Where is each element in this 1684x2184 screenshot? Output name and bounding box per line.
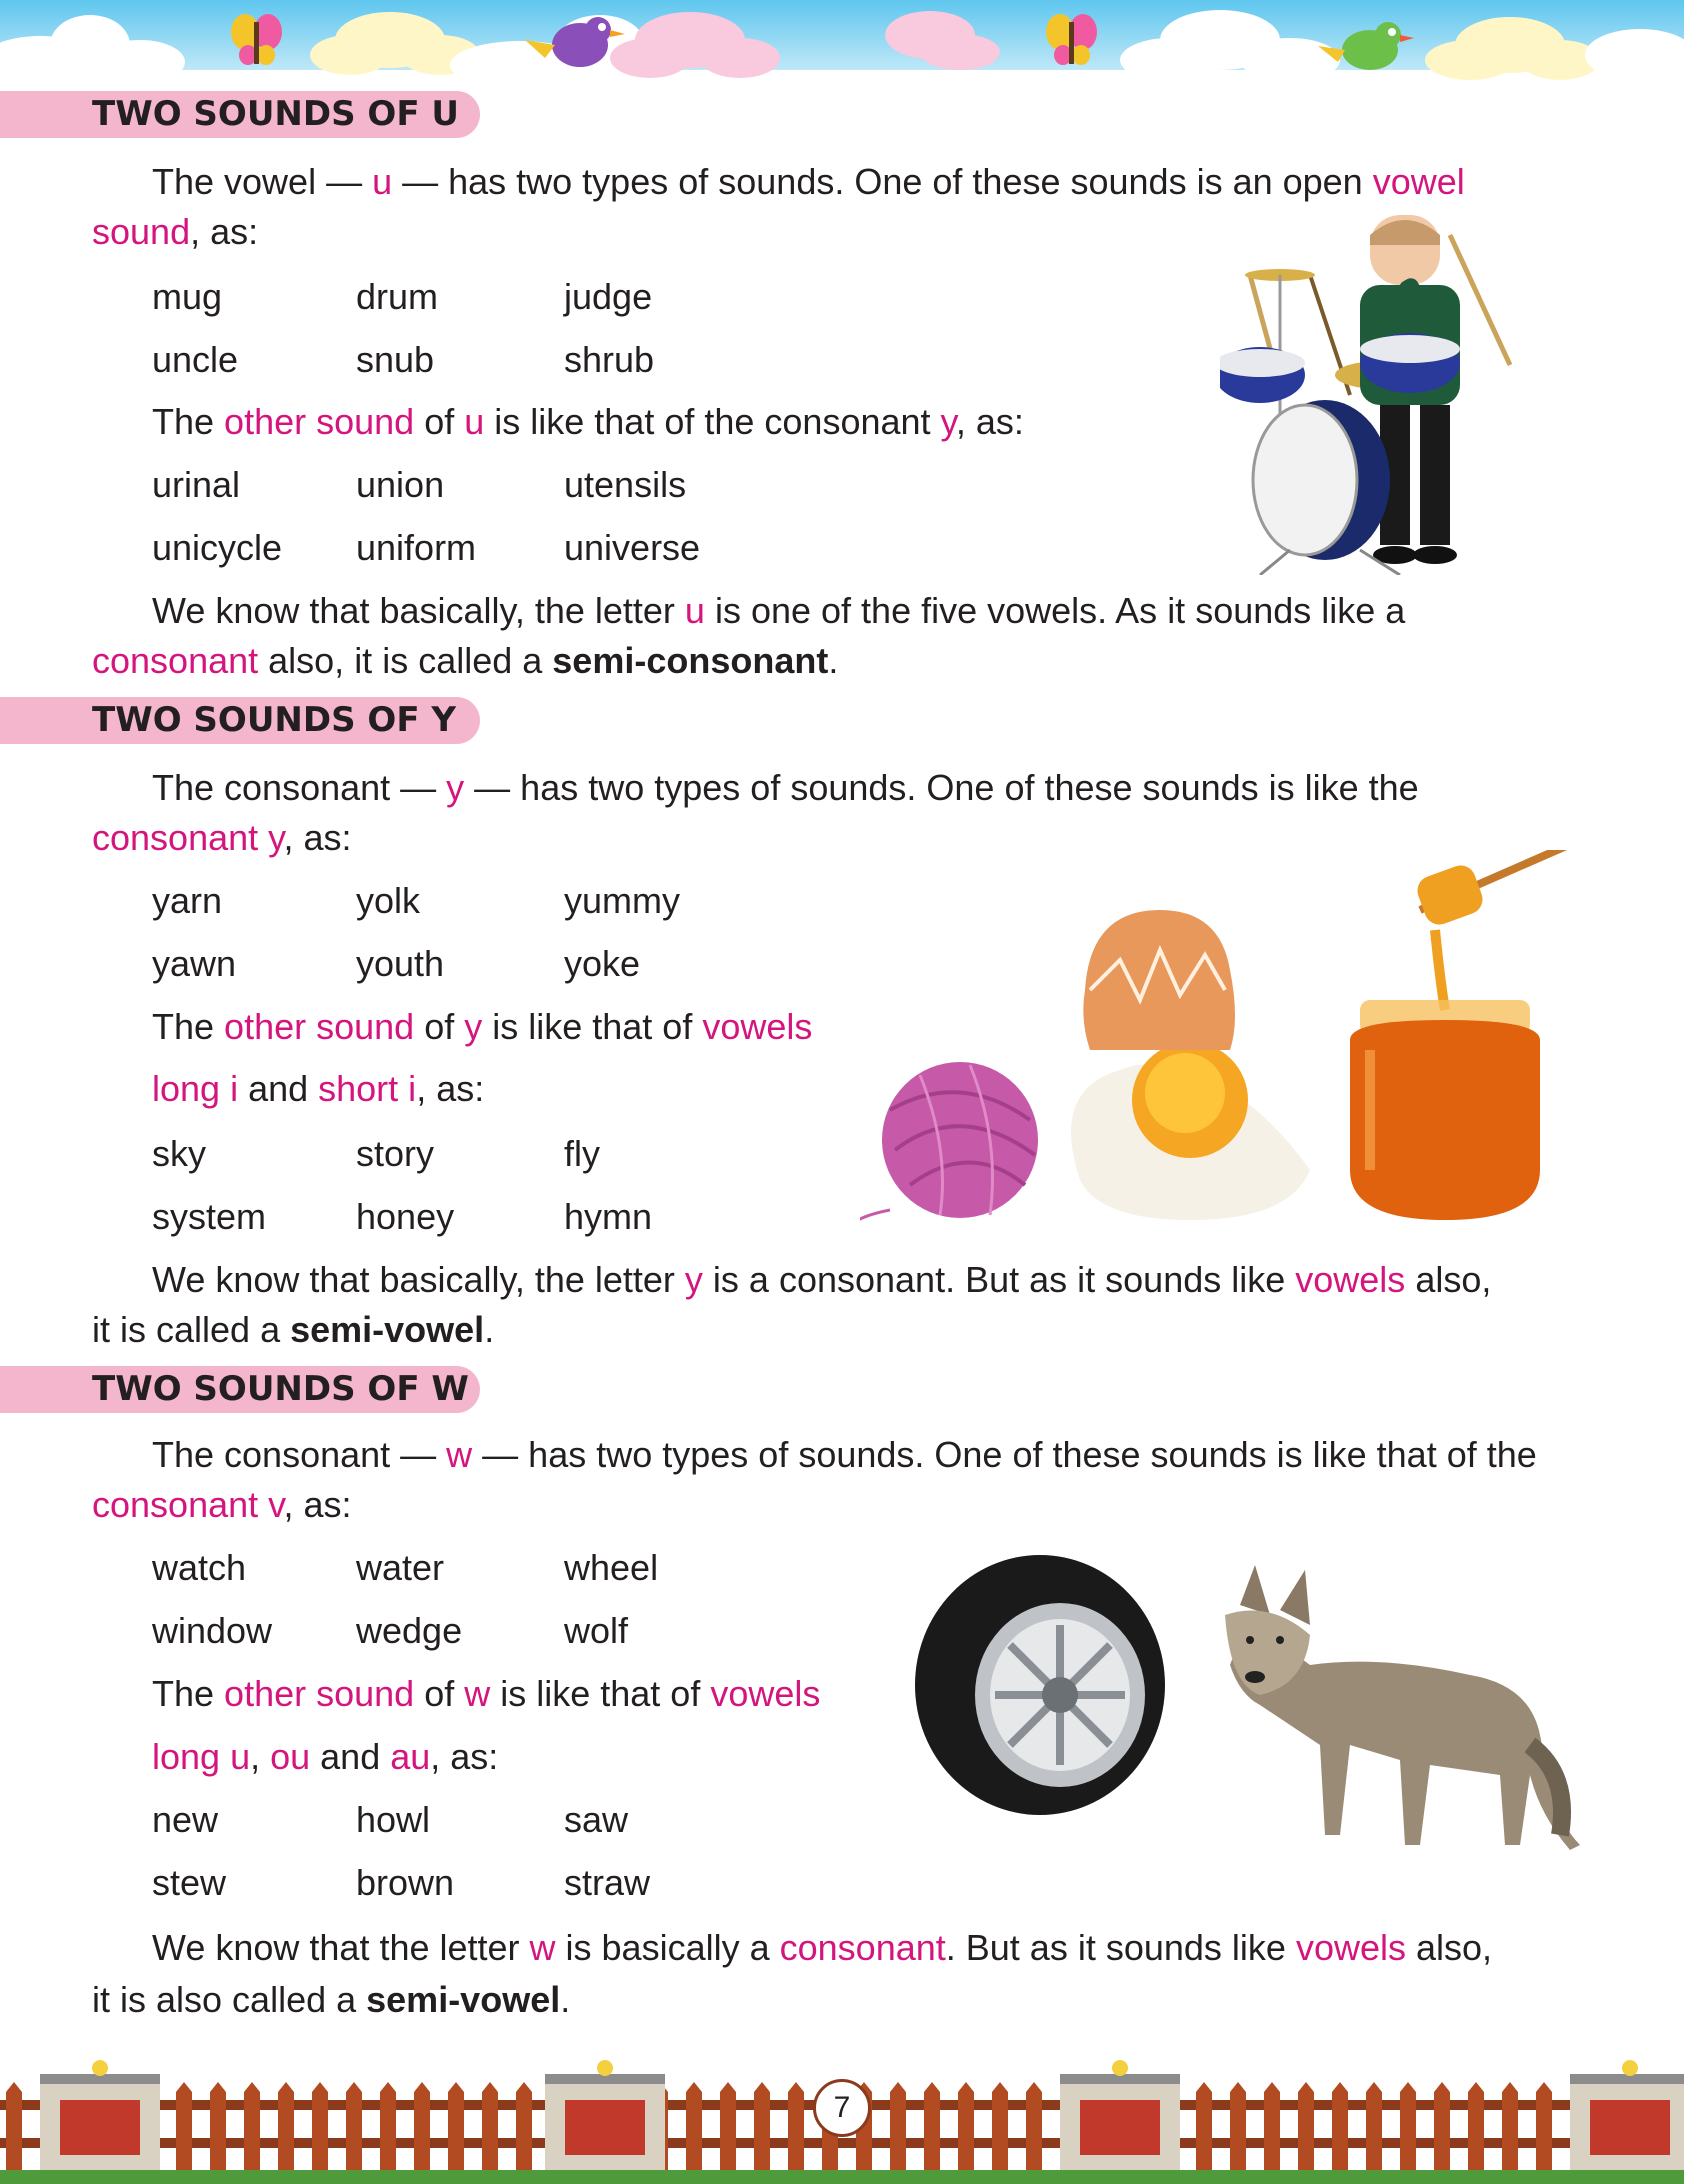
fence-picket	[244, 2082, 260, 2170]
fence-picket	[346, 2082, 362, 2170]
fence-picket	[1502, 2082, 1518, 2170]
word: uncle	[152, 339, 239, 380]
word: unicycle	[152, 527, 283, 568]
word: story	[356, 1133, 435, 1174]
fence-picket	[176, 2082, 192, 2170]
word: straw	[564, 1862, 651, 1903]
intro-paragraph-w-line2: consonant v, as:	[92, 1484, 352, 1525]
fence-picket	[1298, 2082, 1314, 2170]
other-sound-w: The other sound of w is like that of vowels	[152, 1673, 821, 1714]
word: brown	[356, 1862, 455, 1903]
word: fly	[564, 1133, 600, 1174]
lamp-post-icon	[1570, 2060, 1684, 2170]
fence-picket	[1400, 2082, 1416, 2170]
yarn-ball-icon	[860, 1062, 1038, 1222]
word: yoke	[564, 943, 641, 984]
intro-paragraph-y-line2: consonant y, as:	[92, 817, 352, 858]
word: youth	[356, 943, 445, 984]
lamp-post-icon	[40, 2060, 160, 2170]
intro-paragraph-y: The consonant — y — has two types of sounds. One of these sounds is like the	[152, 767, 1419, 808]
word: snub	[356, 339, 435, 380]
fence-picket	[958, 2082, 974, 2170]
fence-picket	[210, 2082, 226, 2170]
fence-picket	[312, 2082, 328, 2170]
fence-picket	[1434, 2082, 1450, 2170]
fence-picket	[1196, 2082, 1212, 2170]
fence-picket	[686, 2082, 702, 2170]
other-sound-w-line2: long u, ou and au, as:	[152, 1736, 499, 1777]
conclusion-u: We know that basically, the letter u is one of the five vowels. As it sounds like a	[152, 590, 1406, 631]
fence-picket	[380, 2082, 396, 2170]
word: wedge	[356, 1610, 463, 1651]
fence-picket	[890, 2082, 906, 2170]
fence-picket	[448, 2082, 464, 2170]
word: water	[356, 1547, 445, 1588]
word: yummy	[564, 880, 680, 921]
section-heading-w: TWO SOUNDS OF W	[0, 1366, 480, 1413]
word: sky	[152, 1133, 206, 1174]
wheel-icon	[915, 1555, 1165, 1815]
word: shrub	[564, 339, 655, 380]
fence-picket	[1264, 2082, 1280, 2170]
other-sound-y-line2: long i and short i, as:	[152, 1068, 485, 1109]
fence-picket	[992, 2082, 1008, 2170]
fence-picket	[482, 2082, 498, 2170]
conclusion-y-line2: it is called a semi-vowel.	[92, 1309, 495, 1350]
word: urinal	[152, 464, 241, 505]
word: hymn	[564, 1196, 653, 1237]
fence-picket	[278, 2082, 294, 2170]
wheel-wolf-image	[910, 1545, 1590, 1885]
conclusion-w: We know that the letter w is basically a consonant. But as it sounds like vowels also,	[152, 1927, 1493, 1968]
fence-picket	[1332, 2082, 1348, 2170]
section-heading-y: TWO SOUNDS OF Y	[0, 697, 480, 744]
word: watch	[152, 1547, 247, 1588]
honey-jar-icon	[1350, 850, 1580, 1220]
yarn-egg-honey-image	[860, 850, 1590, 1230]
conclusion-u-line2: consonant also, it is called a semi-consonant.	[92, 640, 839, 681]
word: yawn	[152, 943, 237, 984]
egg-icon	[1071, 910, 1310, 1220]
word: window	[152, 1610, 273, 1651]
fence-picket	[720, 2082, 736, 2170]
intro-paragraph-u-line2: sound, as:	[92, 211, 259, 252]
word: new	[152, 1799, 219, 1840]
fence-picket	[414, 2082, 430, 2170]
word: honey	[356, 1196, 455, 1237]
fence-picket	[754, 2082, 770, 2170]
word: uniform	[356, 527, 477, 568]
word: drum	[356, 276, 439, 317]
word: stew	[152, 1862, 227, 1903]
sky-banner	[0, 0, 1684, 90]
conclusion-w-line2: it is also called a semi-vowel.	[92, 1979, 571, 2020]
fence-picket	[1366, 2082, 1382, 2170]
fence-picket	[1026, 2082, 1042, 2170]
word: universe	[564, 527, 701, 568]
fence-picket	[1536, 2082, 1552, 2170]
page-number: 7	[813, 2079, 871, 2137]
word: wheel	[564, 1547, 659, 1588]
wolf-icon	[1225, 1565, 1580, 1850]
word: saw	[564, 1799, 629, 1840]
word: mug	[152, 276, 223, 317]
word: utensils	[564, 464, 687, 505]
fence-picket	[516, 2082, 532, 2170]
word: wolf	[564, 1610, 629, 1651]
boy-drums-image	[1220, 215, 1520, 575]
other-sound-y: The other sound of y is like that of vowels	[152, 1006, 813, 1047]
fence-picket	[788, 2082, 804, 2170]
section-heading-u: TWO SOUNDS OF U	[0, 91, 480, 138]
intro-paragraph-w: The consonant — w — has two types of sounds. One of these sounds is like that of the	[152, 1434, 1537, 1475]
word: judge	[564, 276, 653, 317]
other-sound-u: The other sound of u is like that of the consonant y, as:	[152, 401, 1024, 442]
lamp-post-icon	[1060, 2060, 1180, 2170]
conclusion-y: We know that basically, the letter y is a consonant. But as it sounds like vowels also,	[152, 1259, 1492, 1300]
word: yarn	[152, 880, 223, 921]
word: howl	[356, 1799, 431, 1840]
fence-picket	[1468, 2082, 1484, 2170]
word: system	[152, 1196, 267, 1237]
word: union	[356, 464, 445, 505]
word: yolk	[356, 880, 421, 921]
fence-picket	[6, 2082, 22, 2170]
lamp-post-icon	[545, 2060, 665, 2170]
fence-picket	[924, 2082, 940, 2170]
intro-paragraph-u: The vowel — u — has two types of sounds. One of these sounds is an open vowel	[152, 161, 1465, 202]
fence-picket	[1230, 2082, 1246, 2170]
